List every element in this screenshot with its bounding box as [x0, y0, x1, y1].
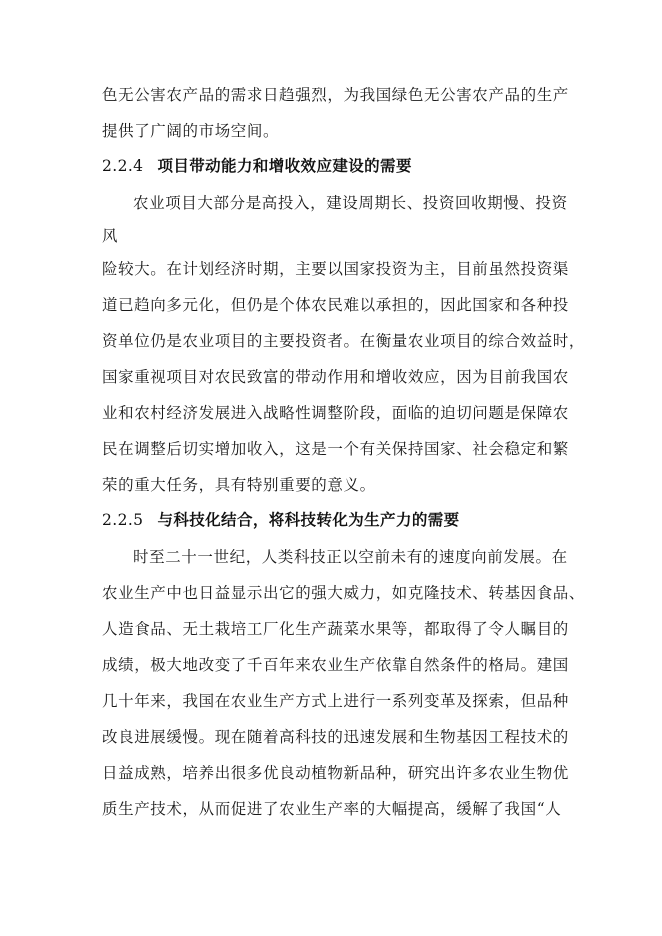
paragraph-line: 风 [102, 227, 119, 245]
paragraph-line: 提供了广阔的市场空间。 [102, 122, 280, 140]
paragraph-line: 时至二十一世纪，人类科技正以空前未有的速度向前发展。在 [133, 548, 568, 566]
paragraph-line: 成绩，极大地改变了千百年来农业生产依靠自然条件的格局。建国 [102, 656, 569, 674]
paragraph-line: 农业项目大部分是高投入，建设周期长、投资回收期慢、投资 [133, 194, 568, 212]
section-title: 与科技化结合，将科技转化为生产力的需要 [157, 511, 460, 529]
paragraph-line: 色无公害农产品的需求日趋强烈，为我国绿色无公害农产品的生产 [102, 86, 569, 104]
section-number: 2.2.5 [102, 511, 144, 529]
section-heading-2-2-4 [102, 156, 412, 176]
paragraph-line: 险较大。在计划经济时期，主要以国家投资为主，目前虽然投资渠 [102, 260, 569, 278]
paragraph-line: 质生产技术，从而促进了农业生产率的大幅提高，缓解了我国“人 [102, 800, 562, 818]
paragraph-line: 资单位仍是农业项目的主要投资者。在衡量农业项目的综合效益时， [102, 332, 586, 350]
paragraph-line: 人造食品、无土栽培工厂化生产蔬菜水果等，都取得了令人瞩目的 [102, 620, 569, 638]
section-title: 项目带动能力和增收效应建设的需要 [157, 157, 412, 175]
paragraph-line: 道已趋向多元化，但仍是个体农民难以承担的，因此国家和各种投 [102, 296, 569, 314]
paragraph-line: 荣的重大任务，具有特别重要的意义。 [102, 476, 376, 494]
paragraph-line: 几十年来，我国在农业生产方式上进行一系列变革及探索，但品种 [102, 692, 569, 710]
paragraph-line: 改良进展缓慢。现在随着高科技的迅速发展和生物基因工程技术的 [102, 728, 569, 746]
paragraph-line: 业和农村经济发展进入战略性调整阶段，面临的迫切问题是保障农 [102, 404, 569, 422]
paragraph-line: 日益成熟，培养出很多优良动植物新品种，研究出许多农业生物优 [102, 764, 569, 782]
section-number: 2.2.4 [102, 157, 144, 175]
paragraph-line: 民在调整后切实增加收入，这是一个有关保持国家、社会稳定和繁 [102, 440, 569, 458]
section-heading-2-2-5 [102, 510, 460, 530]
paragraph-line: 农业生产中也日益显示出它的强大威力，如克隆技术、转基因食品、 [102, 584, 586, 602]
paragraph-line: 国家重视项目对农民致富的带动作用和增收效应，因为目前我国农 [102, 368, 569, 386]
